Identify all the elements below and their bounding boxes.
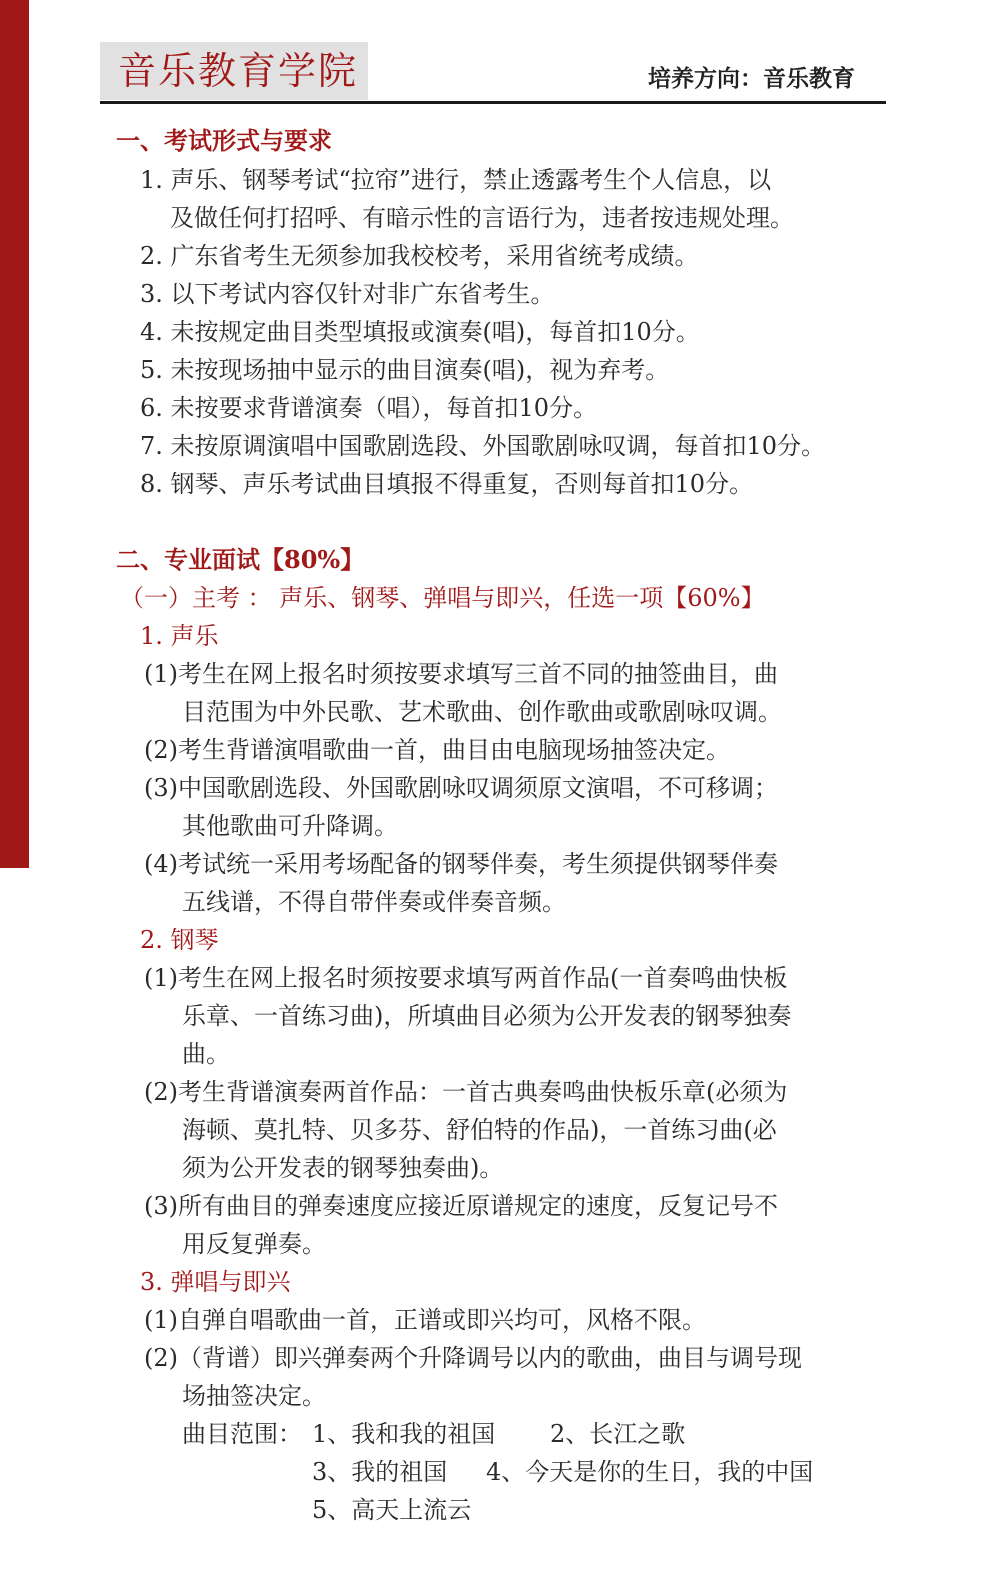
vocal-line: (4)考试统一采用考场配备的钢琴伴奏，考生须提供钢琴伴奏 <box>144 850 778 878</box>
subsection-title-piano: 2. 钢琴 <box>140 926 219 954</box>
rule-line: 及做任何打招呼、有暗示性的言语行为，违者按违规处理。 <box>170 204 794 232</box>
song-range-label: 曲目范围： <box>182 1420 302 1448</box>
header-divider <box>100 101 886 104</box>
improv-line: (1)自弹自唱歌曲一首，正谱或即兴均可，风格不限。 <box>144 1306 706 1334</box>
training-direction: 培养方向：音乐教育 <box>648 65 855 92</box>
section-heading-interview: 二、专业面试【80%】 <box>116 545 365 574</box>
sub-heading-main-exam: （一）主考 ： 声乐、钢琴、弹唱与即兴，任选一项【60%】 <box>120 584 765 612</box>
piano-line: 用反复弹奏。 <box>182 1230 326 1258</box>
side-accent-bar <box>0 0 29 868</box>
piano-line: (1)考生在网上报名时须按要求填写两首作品(一首奏鸣曲快板 <box>144 964 788 992</box>
subsection-title-vocal: 1. 声乐 <box>140 622 219 650</box>
piano-line: 曲。 <box>182 1040 230 1068</box>
rule-line: 1. 声乐、钢琴考试“拉帘”进行，禁止透露考生个人信息，以 <box>140 166 772 194</box>
rule-line: 8. 钢琴、声乐考试曲目填报不得重复，否则每首扣10分。 <box>140 470 754 498</box>
page-title: 音乐教育学院 <box>118 49 359 93</box>
rule-line: 4. 未按规定曲目类型填报或演奏(唱)，每首扣10分。 <box>140 318 700 346</box>
vocal-line: 五线谱，不得自带伴奏或伴奏音频。 <box>182 888 566 916</box>
rule-line: 5. 未按现场抽中显示的曲目演奏(唱)，视为弃考。 <box>140 356 670 384</box>
piano-line: 乐章、一首练习曲)，所填曲目必须为公开发表的钢琴独奏 <box>182 1002 792 1030</box>
improv-line: 场抽签决定。 <box>182 1382 326 1410</box>
vocal-line: (1)考生在网上报名时须按要求填写三首不同的抽签曲目，曲 <box>144 660 778 688</box>
rule-line: 7. 未按原调演唱中国歌剧选段、外国歌剧咏叹调，每首扣10分。 <box>140 432 826 460</box>
rule-line: 6. 未按要求背谱演奏（唱），每首扣10分。 <box>140 394 598 422</box>
improv-line: (2)（背谱）即兴弹奏两个升降调号以内的歌曲，曲目与调号现 <box>144 1344 802 1372</box>
song-item: 2、长江之歌 <box>550 1420 686 1448</box>
song-item: 5、高天上流云 <box>312 1496 472 1524</box>
vocal-line: 目范围为中外民歌、艺术歌曲、创作歌曲或歌剧咏叹调。 <box>182 698 782 726</box>
song-item: 3、我的祖国 <box>312 1458 448 1486</box>
piano-line: (3)所有曲目的弹奏速度应接近原谱规定的速度，反复记号不 <box>144 1192 778 1220</box>
subsection-title-improv: 3. 弹唱与即兴 <box>140 1268 291 1296</box>
vocal-line: (2)考生背谱演唱歌曲一首，曲目由电脑现场抽签决定。 <box>144 736 730 764</box>
rule-line: 3. 以下考试内容仅针对非广东省考生。 <box>140 280 555 308</box>
section-heading-exam-form: 一、考试形式与要求 <box>116 126 332 155</box>
piano-line: (2)考生背谱演奏两首作品：一首古典奏鸣曲快板乐章(必须为 <box>144 1078 788 1106</box>
vocal-line: (3)中国歌剧选段、外国歌剧咏叹调须原文演唱，不可移调； <box>144 774 778 802</box>
piano-line: 海顿、莫扎特、贝多芬、舒伯特的作品)，一首练习曲(必 <box>182 1116 777 1144</box>
rule-line: 2. 广东省考生无须参加我校校考，采用省统考成绩。 <box>140 242 699 270</box>
piano-line: 须为公开发表的钢琴独奏曲)。 <box>182 1154 504 1182</box>
song-item: 1、我和我的祖国 <box>312 1420 496 1448</box>
song-item: 4、今天是你的生日，我的中国 <box>486 1458 814 1486</box>
vocal-line: 其他歌曲可升降调。 <box>182 812 398 840</box>
